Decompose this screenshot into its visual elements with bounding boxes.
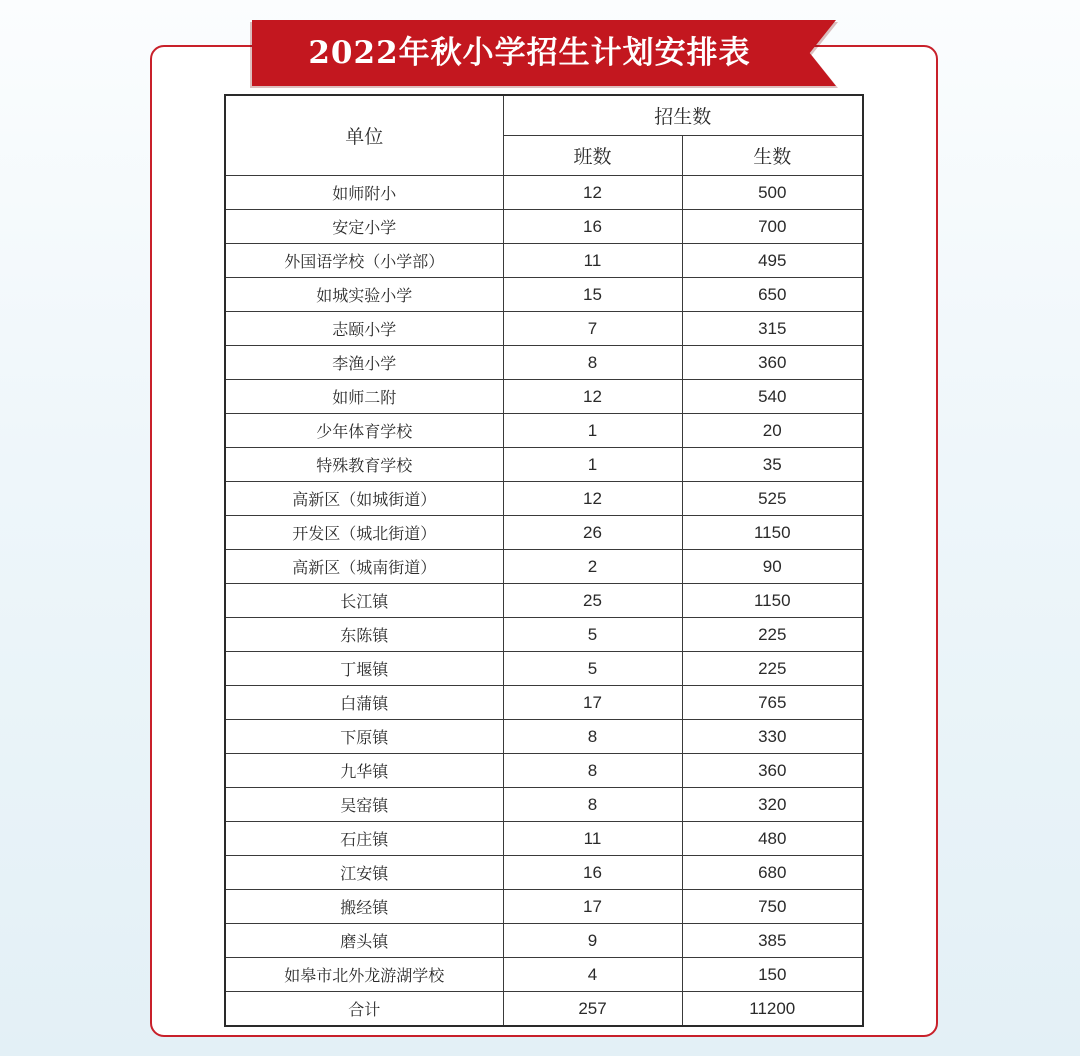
- classes-cell: 5: [503, 618, 682, 652]
- table-row: [225, 210, 863, 244]
- classes-cell: 9: [503, 924, 682, 958]
- classes-cell: 17: [503, 686, 682, 720]
- students-cell: 225: [682, 652, 863, 686]
- unit-cell: 吴窑镇: [225, 788, 503, 822]
- table-row: [225, 482, 863, 516]
- classes-cell: 12: [503, 176, 682, 210]
- unit-cell: 开发区（城北街道）: [225, 516, 503, 550]
- unit-cell: 高新区（如城街道）: [225, 482, 503, 516]
- table-row: [225, 550, 863, 584]
- students-cell: 35: [682, 448, 863, 482]
- total-row: [225, 992, 863, 1027]
- students-cell: 765: [682, 686, 863, 720]
- unit-cell: 九华镇: [225, 754, 503, 788]
- table-row: [225, 890, 863, 924]
- table-row: [225, 754, 863, 788]
- unit-cell: 高新区（城南街道）: [225, 550, 503, 584]
- unit-cell: 如皋市北外龙游湖学校: [225, 958, 503, 992]
- table-row: [225, 618, 863, 652]
- unit-cell: 少年体育学校: [225, 414, 503, 448]
- page-title: 2022年秋小学招生计划安排表: [308, 35, 751, 71]
- header-unit: 单位: [225, 95, 503, 176]
- students-cell: 320: [682, 788, 863, 822]
- table-row: [225, 346, 863, 380]
- table-row: [225, 924, 863, 958]
- classes-cell: 1: [503, 414, 682, 448]
- classes-cell: 16: [503, 856, 682, 890]
- classes-cell: 8: [503, 788, 682, 822]
- students-cell: 700: [682, 210, 863, 244]
- students-cell: 150: [682, 958, 863, 992]
- students-cell: 330: [682, 720, 863, 754]
- classes-cell: 8: [503, 346, 682, 380]
- students-cell: 1150: [682, 584, 863, 618]
- header-enrollment: 招生数: [503, 95, 863, 136]
- students-cell: 385: [682, 924, 863, 958]
- enrollment-table: [224, 94, 864, 1027]
- table-row: [225, 176, 863, 210]
- students-cell: 480: [682, 822, 863, 856]
- classes-cell: 17: [503, 890, 682, 924]
- table-row: [225, 312, 863, 346]
- classes-cell: 12: [503, 482, 682, 516]
- table-row: [225, 380, 863, 414]
- table-row: [225, 788, 863, 822]
- classes-cell: 12: [503, 380, 682, 414]
- unit-cell: 江安镇: [225, 856, 503, 890]
- table-row: [225, 244, 863, 278]
- table-row: [225, 414, 863, 448]
- table-row: [225, 686, 863, 720]
- students-cell: 525: [682, 482, 863, 516]
- table-body: [225, 176, 863, 1027]
- table-row: [225, 720, 863, 754]
- unit-cell: 丁堰镇: [225, 652, 503, 686]
- table-row: [225, 652, 863, 686]
- classes-cell: 257: [503, 992, 682, 1027]
- header-students: 生数: [682, 136, 863, 176]
- students-cell: 360: [682, 346, 863, 380]
- unit-cell: 搬经镇: [225, 890, 503, 924]
- classes-cell: 7: [503, 312, 682, 346]
- unit-cell: 长江镇: [225, 584, 503, 618]
- classes-cell: 1: [503, 448, 682, 482]
- table-row: [225, 958, 863, 992]
- table-header: [225, 95, 863, 176]
- unit-cell: 志颐小学: [225, 312, 503, 346]
- unit-cell: 下原镇: [225, 720, 503, 754]
- unit-cell: 如师二附: [225, 380, 503, 414]
- students-cell: 225: [682, 618, 863, 652]
- classes-cell: 16: [503, 210, 682, 244]
- students-cell: 90: [682, 550, 863, 584]
- unit-cell: 如师附小: [225, 176, 503, 210]
- unit-cell: 安定小学: [225, 210, 503, 244]
- unit-cell: 磨头镇: [225, 924, 503, 958]
- header-classes: 班数: [503, 136, 682, 176]
- classes-cell: 11: [503, 244, 682, 278]
- classes-cell: 5: [503, 652, 682, 686]
- classes-cell: 8: [503, 754, 682, 788]
- classes-cell: 2: [503, 550, 682, 584]
- classes-cell: 26: [503, 516, 682, 550]
- classes-cell: 4: [503, 958, 682, 992]
- unit-cell: 石庄镇: [225, 822, 503, 856]
- classes-cell: 8: [503, 720, 682, 754]
- classes-cell: 15: [503, 278, 682, 312]
- students-cell: 680: [682, 856, 863, 890]
- table-row: [225, 516, 863, 550]
- table-row: [225, 584, 863, 618]
- unit-cell: 东陈镇: [225, 618, 503, 652]
- unit-cell: 如城实验小学: [225, 278, 503, 312]
- classes-cell: 11: [503, 822, 682, 856]
- table-row: [225, 278, 863, 312]
- students-cell: 11200: [682, 992, 863, 1027]
- students-cell: 360: [682, 754, 863, 788]
- students-cell: 20: [682, 414, 863, 448]
- table-row: [225, 448, 863, 482]
- students-cell: 750: [682, 890, 863, 924]
- students-cell: 315: [682, 312, 863, 346]
- unit-cell: 李渔小学: [225, 346, 503, 380]
- students-cell: 495: [682, 244, 863, 278]
- classes-cell: 25: [503, 584, 682, 618]
- unit-cell: 外国语学校（小学部）: [225, 244, 503, 278]
- table-row: [225, 856, 863, 890]
- table-row: [225, 822, 863, 856]
- students-cell: 500: [682, 176, 863, 210]
- header-row: [225, 95, 863, 136]
- students-cell: 650: [682, 278, 863, 312]
- unit-cell: 白蒲镇: [225, 686, 503, 720]
- unit-cell: 特殊教育学校: [225, 448, 503, 482]
- students-cell: 540: [682, 380, 863, 414]
- students-cell: 1150: [682, 516, 863, 550]
- unit-cell: 合计: [225, 992, 503, 1027]
